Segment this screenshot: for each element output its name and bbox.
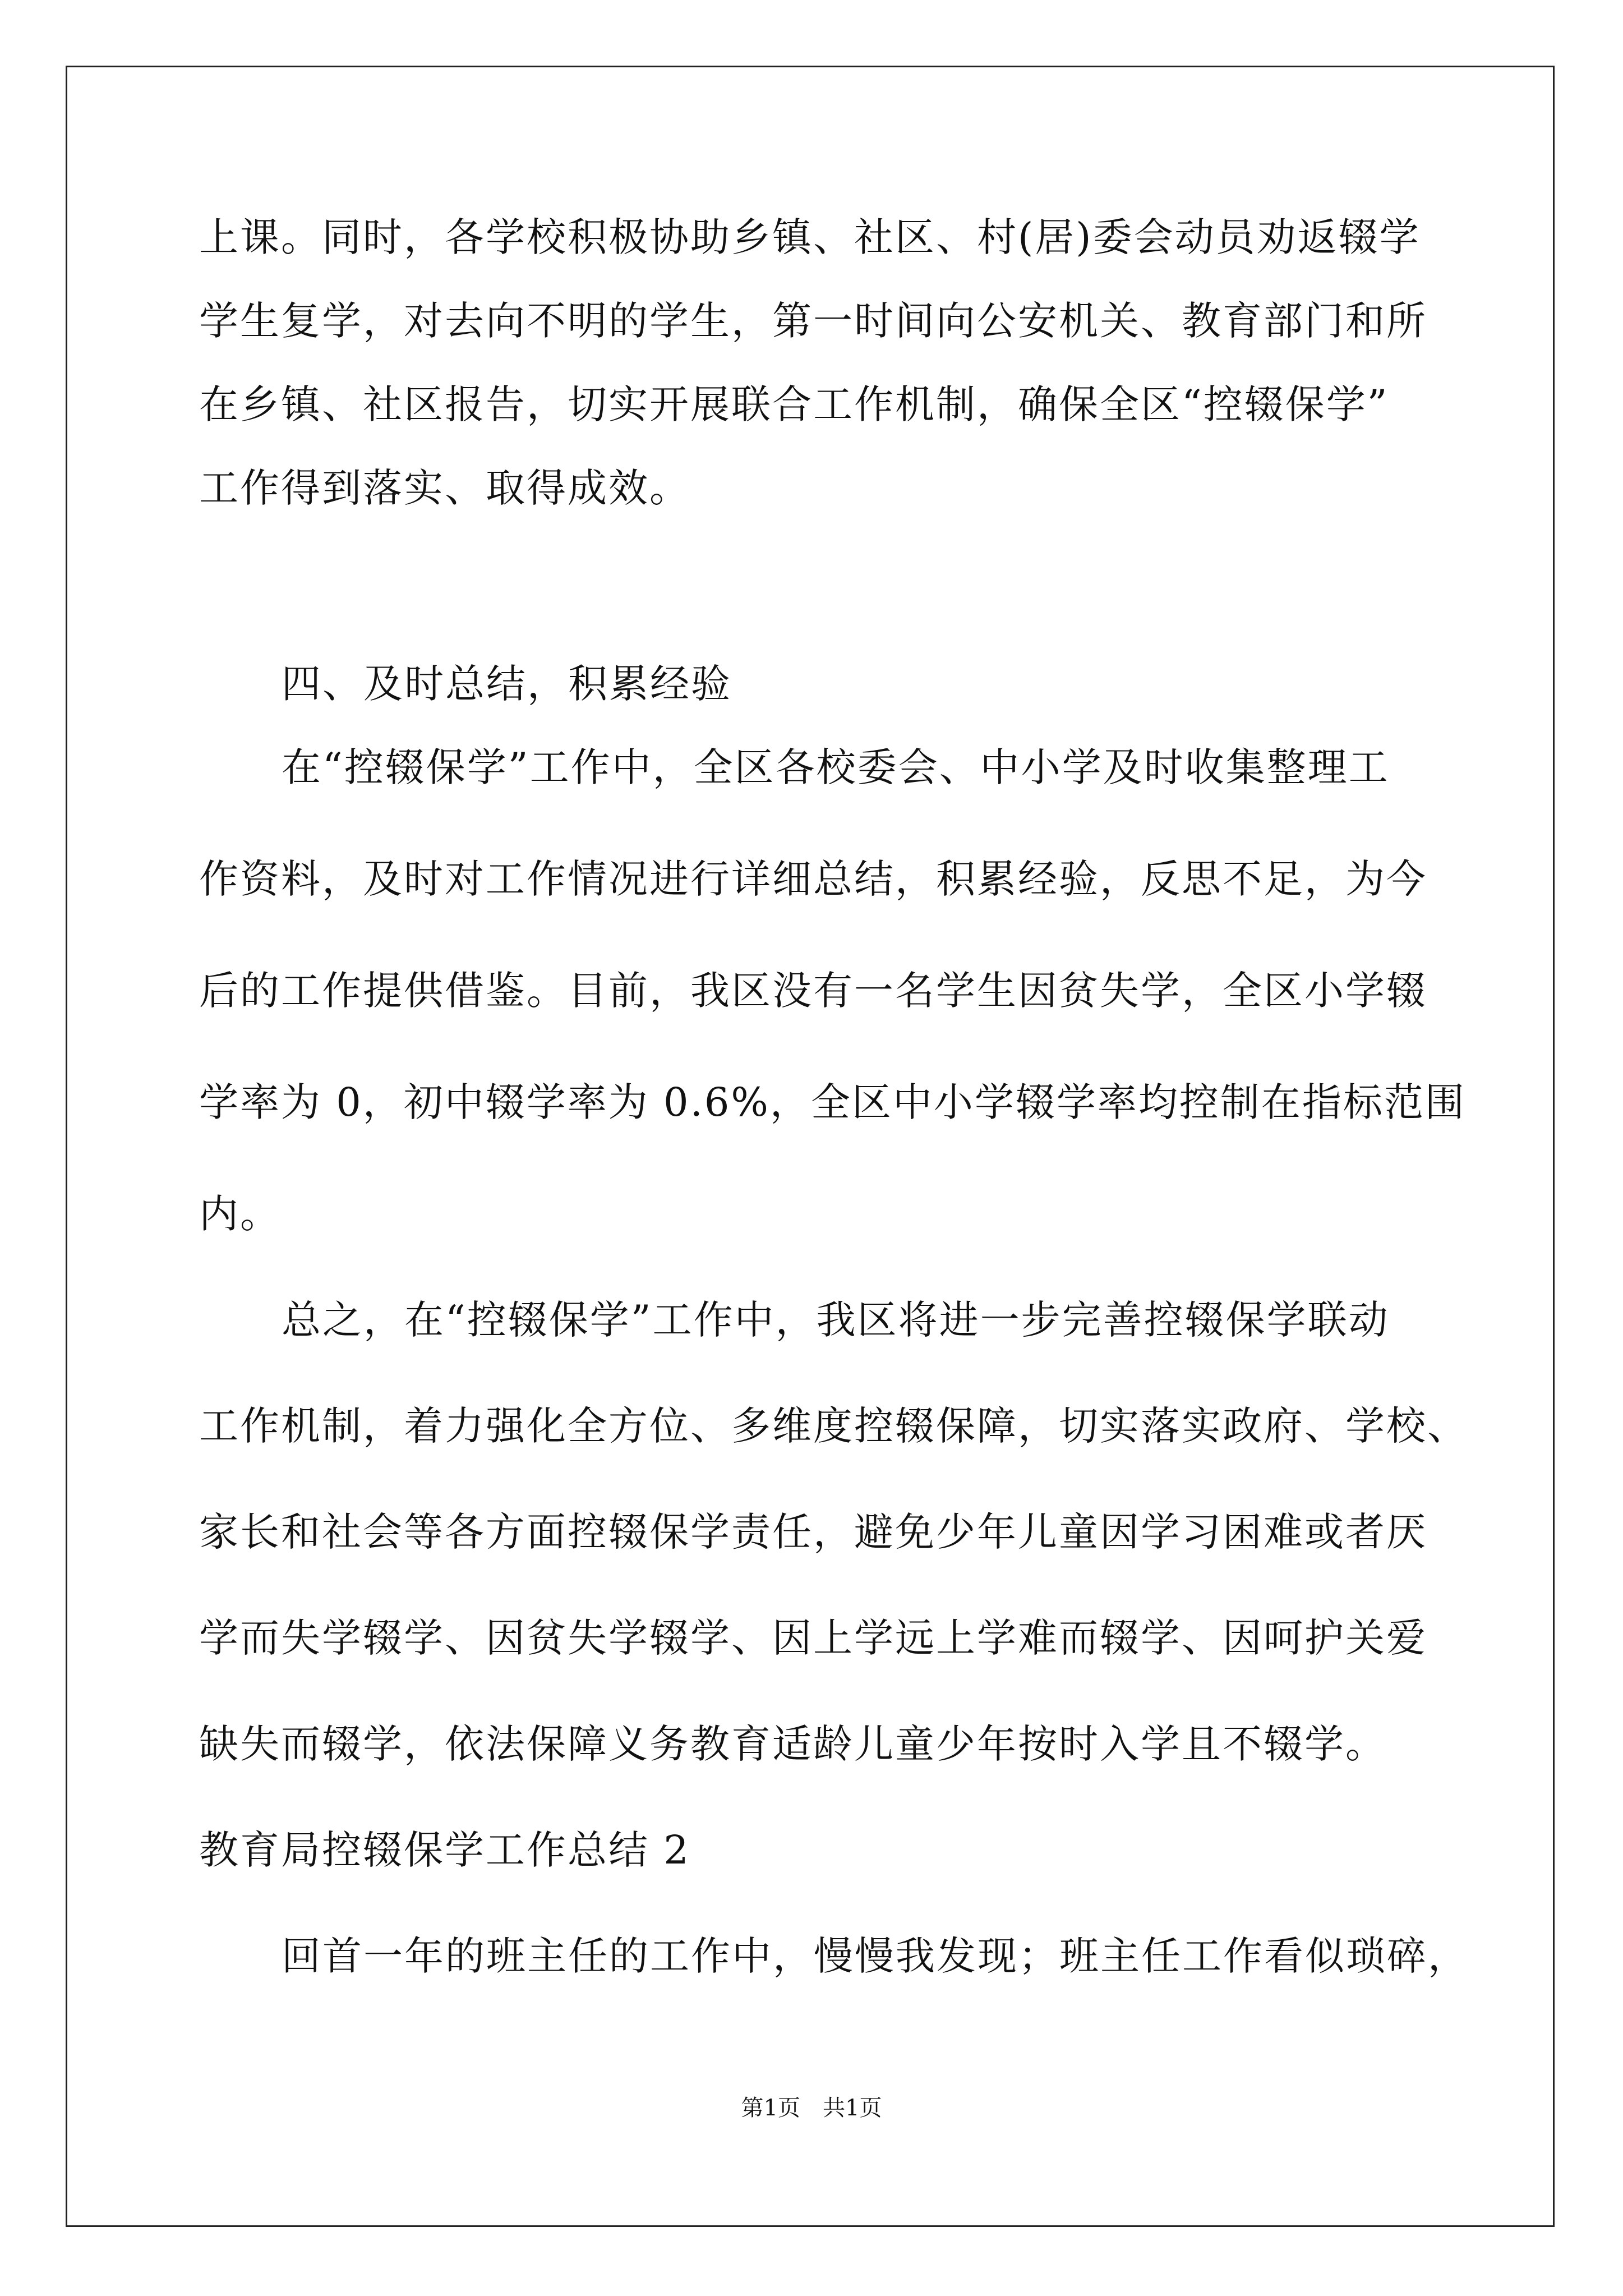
body-line: 学而失学辍学、因贫失学辍学、因上学远上学难而辍学、因呵护关爱 — [199, 1615, 1427, 1661]
body-line: 工作机制，着力强化全方位、多维度控辍保障，切实落实政府、学校、 — [199, 1403, 1468, 1449]
body-line: 作资料，及时对工作情况进行详细总结，积累经验，反思不足，为今 — [199, 856, 1427, 902]
body-line: 回首一年的班主任的工作中，慢慢我发现；班主任工作看似琐碎， — [282, 1933, 1469, 1979]
body-line: 在“控辍保学”工作中，全区各校委会、中小学及时收集整理工 — [282, 744, 1390, 790]
section-heading: 四、及时总结，积累经验 — [282, 661, 732, 707]
page-footer: 第1页 共1页 — [741, 2095, 882, 2121]
body-line: 上课。同时，各学校积极协助乡镇、社区、村(居)委会动员劝返辍学 — [199, 214, 1421, 260]
body-line: 学率为 0，初中辍学率为 0.6%，全区中小学辍学率均控制在指标范围 — [199, 1079, 1466, 1125]
body-line: 家长和社会等各方面控辍保学责任，避免少年儿童因学习困难或者厌 — [199, 1509, 1427, 1555]
body-line: 在乡镇、社区报告，切实开展联合工作机制，确保全区“控辍保学” — [199, 381, 1389, 427]
body-line: 工作得到落实、取得成效。 — [199, 465, 690, 511]
body-line: 缺失而辍学，依法保障义务教育适龄儿童少年按时入学且不辍学。 — [199, 1721, 1386, 1767]
document-subtitle: 教育局控辍保学工作总结 2 — [199, 1827, 690, 1873]
body-line: 学生复学，对去向不明的学生，第一时间向公安机关、教育部门和所 — [199, 298, 1427, 344]
body-line: 总之，在“控辍保学”工作中，我区将进一步完善控辍保学联动 — [282, 1297, 1390, 1343]
body-line: 内。 — [199, 1191, 281, 1237]
body-line: 后的工作提供借鉴。目前，我区没有一名学生因贫失学，全区小学辍 — [199, 968, 1427, 1014]
